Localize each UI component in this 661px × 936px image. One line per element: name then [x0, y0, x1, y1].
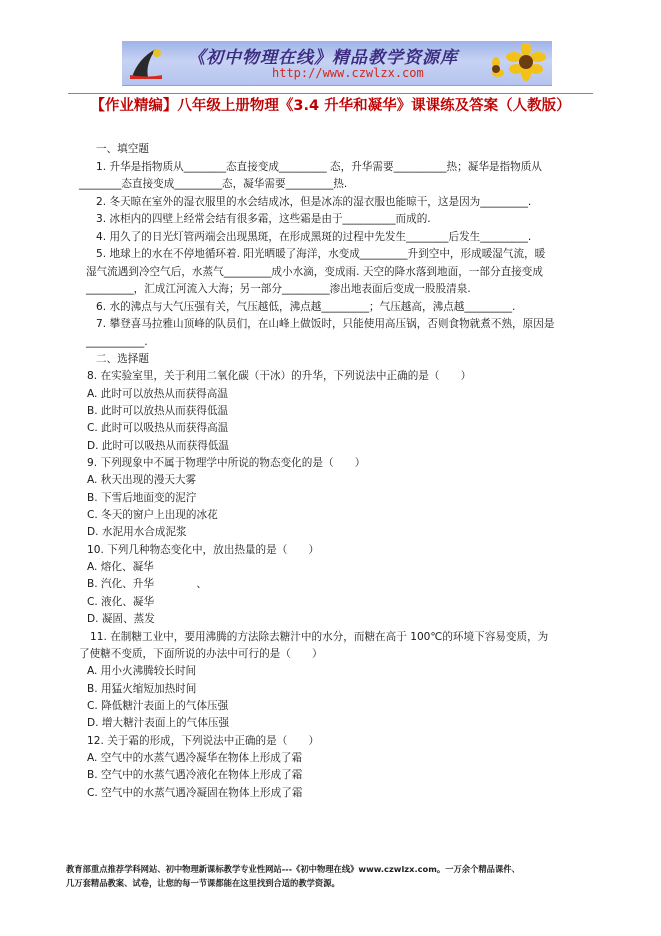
question-5-line-3: _________，汇成江河流入大海；另一部分_________渗出地表面后变成一股股清泉.: [86, 283, 471, 295]
question-3: 3. 冰柜内的四壁上经常会结有很多霜，这些霜是由于__________而成的.: [96, 213, 431, 225]
question-8: 8. 在实验室里，关于利用二氧化碳（干冰）的升华，下列说法中正确的是（ ）: [87, 370, 472, 382]
question-10: 10. 下列几种物态变化中，放出热量的是（ ）: [87, 544, 320, 556]
banner-url[interactable]: http://www.czwlzx.com: [272, 66, 424, 80]
footer-line-2: 几万套精品教案、试卷，让您的每一节课都能在这里找到合适的教学资源。: [66, 878, 340, 888]
section-heading-choice: 二、选择题: [96, 353, 149, 365]
question-9-option-b: B. 下雪后地面变的泥泞: [87, 492, 197, 504]
section-heading-fill-in: 一、填空题: [96, 143, 149, 155]
question-10-option-d: D. 凝固、蒸发: [87, 613, 155, 625]
question-9: 9. 下列现象中不属于物理学中所说的物态变化的是（ ）: [87, 457, 366, 469]
question-8-option-a: A. 此时可以放热从而获得高温: [87, 388, 228, 400]
question-12-option-b: B. 空气中的水蒸气遇冷液化在物体上形成了霜: [87, 769, 303, 781]
question-12-option-c: C. 空气中的水蒸气遇冷凝固在物体上形成了霜: [87, 787, 303, 799]
question-9-option-c: C. 冬天的窗户上出现的冰花: [87, 509, 218, 521]
question-1-line-2: ________态直接变成_________态，凝华需要_________热.: [79, 178, 348, 190]
site-logo-icon: [126, 45, 166, 81]
question-9-option-d: D. 水泥用水合成泥浆: [87, 526, 187, 538]
question-11-option-c: C. 降低糖汁表面上的气体压强: [87, 700, 229, 712]
question-8-option-d: D. 此时可以吸热从而获得低温: [87, 440, 230, 452]
question-6: 6. 水的沸点与大气压强有关，气压越低，沸点越_________；气压越高，沸点越_________.: [96, 301, 516, 313]
footer-line-1: 教育部重点推荐学科网站、初中物理新课标教学专业性网站---《初中物理在线》www.czwlzx.com。一万余个精品课件、: [66, 864, 520, 874]
question-12: 12. 关于霜的形成，下列说法中正确的是（ ）: [87, 735, 320, 747]
sunflower-icon: [486, 43, 548, 83]
question-10-option-b: B. 汽化、升华 、: [87, 578, 207, 590]
banner-title: 《初中物理在线》精品教学资源库: [188, 48, 458, 68]
question-5-line-1: 5. 地球上的水在不停地循环着. 阳光晒暖了海洋，水变成_________升到空中，形成暖湿气流，暖: [96, 248, 546, 260]
question-11-option-a: A. 用小火沸腾较长时间: [87, 665, 197, 677]
question-8-option-c: C. 此时可以吸热从而获得高温: [87, 422, 229, 434]
question-11-option-d: D. 增大糖汁表面上的气体压强: [87, 717, 230, 729]
question-7-line-2: ___________.: [86, 336, 148, 348]
question-1-line-1: 1. 升华是指物质从________态直接变成_________ 态，升华需要__________热；凝华是指物质从: [96, 161, 542, 173]
question-9-option-a: A. 秋天出现的漫天大雾: [87, 474, 197, 486]
question-11-line-1: 11. 在制糖工业中，要用沸腾的方法除去糖汁中的水分，而糖在高于 100℃的环境下容易变质，为: [90, 631, 549, 643]
question-12-option-a: A. 空气中的水蒸气遇冷凝华在物体上形成了霜: [87, 752, 303, 764]
document-title: 【作业精编】八年级上册物理《3.4 升华和凝华》课课练及答案（人教版）: [90, 98, 571, 114]
question-2: 2. 冬天晾在室外的湿衣服里的水会结成冰，但是冰冻的湿衣服也能晾干，这是因为_________.: [96, 196, 532, 208]
question-7-line-1: 7. 攀登喜马拉雅山顶峰的队员们，在山峰上做饭时，只能使用高压锅，否则食物就煮不熟，原因是: [96, 318, 555, 330]
question-8-option-b: B. 此时可以放热从而获得低温: [87, 405, 229, 417]
question-11-option-b: B. 用猛火缩短加热时间: [87, 683, 197, 695]
question-5-line-2: 湿气流遇到冷空气后，水蒸气_________成小水滴，变成雨. 天空的降水落到地面，一部分直接变成: [86, 266, 543, 278]
question-10-option-c: C. 液化、凝华: [87, 596, 155, 608]
header-banner: [122, 41, 552, 86]
question-10-option-a: A. 熔化、凝华: [87, 561, 154, 573]
question-11-line-2: 了使糖不变质，下面所说的办法中可行的是（ ）: [79, 648, 323, 660]
question-4: 4. 用久了的日光灯管两端会出现黑斑，在形成黑斑的过程中先发生________后发生_________.: [96, 231, 532, 243]
